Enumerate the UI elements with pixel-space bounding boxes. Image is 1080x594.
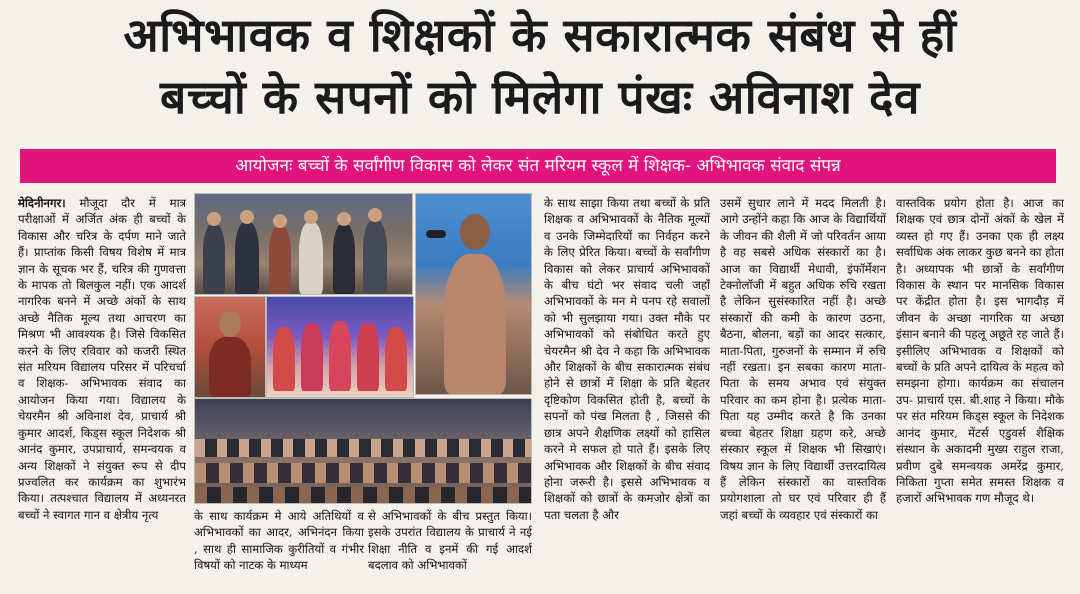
column-4-text: के साथ साझा किया तथा बच्चों के प्रति शिक्षक व अभिभावकों के नैतिक मूल्यों व उनके जिम्मेदारियों का निर्वहन करने के लिए प्रेरित किया। बच्चों के सर्वांगीण विकास को लेकर प्राचार्य अभिभावकों के बीच घंटो भर संवाद चली जहाँ अभिभावकों के मन मे पनप रहे सवालों को भी सुलझाया गया। उक्त मौके पर अभिभावकों को संबोधित करते हुए चेयरमैन श्री देव ने कहा कि अभिभावक और शिक्षकों के बीच सकारात्मक संबंध होने से छात्रों में शिक्षा के प्रति बेहतर दृष्टिकोण विकसित होती है, बच्चों के सपनों को पंख मिलता है , जिससे की छात्र अपने शैक्षणिक लक्ष्यों को हासिल करने मे सफल हो पाते हैं। इसके लिए अभिभावक और शिक्षकों के बीच संवाद होना जरूरी है। इससे अभिभावक व शिक्षकों को छात्रों के कमजोर क्षेत्रों का पता चलता है और <box>544 196 710 522</box>
column-1-text: मौजूदा दौर में मात्र परीक्षाओं में अर्जित अंक ही बच्चों के विकास और चरित्र के दर्पण माने जाते हैं। प्राप्तांक किसी विषय विशेष में मात्र ज्ञान के सूचक भर हैं, चरित्र की गुणवत्ता के मापक तो बिलकुल नहीं। एक आदर्श नागरिक बनने में अच्छे अंकों के साथ अच्छे नैतिक मूल्य तथा आचरण का मिश्रण भी आवश्यक है। जिसे विकसित करने के लिए रविवार को कजरी स्थित संत मरियम विद्यालय परिसर में परिचर्चा व शिक्षक- अभिभावक संवाद का आयोजन किया गया। विद्यालय के चेयरमैन श्री अविनाश देव, प्राचार्य श्री कुमार आदर्श, किड्स स्कूल निदेशक श्री आनंद कुमार, उपप्राचार्य, समन्वयक व अन्य शिक्षकों ने संयुक्त रूप से दीप प्रज्वलित कर कार्यक्रम का शुभारंभ किया। तत्पश्चात विद्यालय में अध्यनरत बच्चों ने स्वागत गान व क्षेत्रीय नृत्य <box>18 196 186 522</box>
article-column-4 <box>544 195 710 588</box>
dance-performance-photo <box>266 296 414 398</box>
headline <box>0 4 1080 128</box>
subheadline-band <box>20 149 1056 183</box>
headline-line-1: अभिभावक व शिक्षकों के सकारात्मक संबंध से हीं <box>123 8 957 62</box>
article-column-2 <box>194 508 364 588</box>
column-5-text: उसमें सुधार लाने में मदद मिलती है। आगे उन्होंने कहा कि आज के विद्यार्थियों के जीवन की शैली में जो परिवर्तन आया है वह सबसे अधिक संस्कारों का है। आज का विद्यार्थी मेधावी, इंफॉर्मेशन टेक्नोलॉजी में बहुत अधिक रुचि रखता है लेकिन सुसंस्कारित नहीं है। अच्छे संस्कारों की कमी के कारण उठना, बैठना, बोलना, बड़ों का आदर सत्कार, माता-पिता, गुरुजनों के सम्मान में रुचि नहीं रखता। इन सबका कारण माता-पिता के समय अभाव एवं संयुक्त परिवार का कम होना है। प्रत्येक माता- पिता यह उम्मीद करते है कि उनका बच्चा बेहतर शिक्षा ग्रहण करे, अच्छे संस्कार स्कूल में शिक्षक भी सिखाएं। विषय ज्ञान के लिए विद्यार्थी उत्तरदायित्व हैं लेकिन संस्कारों का वास्तविक प्रयोगशाला तो घर एवं परिवार ही हैं जहां बच्चों के व्यवहार एवं संस्कारों का <box>720 196 886 522</box>
article-column-3 <box>368 508 532 588</box>
headline-line-2: बच्चों के सपनों को मिलेगा पंखः अविनाश देव <box>160 70 920 124</box>
column-2-text: के साथ कार्यक्रम मे आये अतिथियों व अभिभावकों का आदर, अभिनंदन किया , साथ ही सामाजिक कुरीतियों व गंभीर विषयों को नाटक के माध्यम <box>194 509 364 573</box>
column-6-text: वास्तविक प्रयोग होता है। आज का शिक्षक एवं छात्र दोनों अंकों के खेल में व्यस्त हो गए हैं। उनका एक ही लक्ष्य सर्वाधिक अंक लाकर कुछ बनने का होता है। अध्यापक भी छात्रों के सर्वांगीण विकास के स्थान पर मानसिक विकास पर केंद्रीत होता है। इस भागदौड़ में जीवन के अच्छा नागरिक या अच्छा इंसान बनाने की पहलू अछूते रह जाते हैं। इसीलिए अभिभावक व शिक्षकों को बच्चों के प्रति अपने दायित्व के महत्व को समझना होगा। कार्यक्रम का संचालन उप- प्राचार्य एस. बी.शाह ने किया। मौके पर संत मरियम किड्स स्कूल के निदेशक आनंद कुमार, मेंटर्स एडुवर्स शैक्षिक संस्थान के अकादमी मुख्य राहुल राजा, प्रवीण दुबे समन्वयक अमरेंद्र कुमार, निकिता गुप्ता समेत समस्त शिक्षक व हजारों अभिभावक गण मौजूद थे। <box>896 196 1064 506</box>
column-3-text: से अभिभावकों के बीच प्रस्तुत किया। इसके उपरांत विद्यालय के प्राचार्य ने नई शिक्षा नीति व इनमें की गई आदर्श बदलाव को अभिभावकों <box>368 509 532 573</box>
audience-photo <box>194 398 532 504</box>
article-column-5 <box>720 195 886 588</box>
lamp-lighting-photo <box>194 193 413 295</box>
speaker-photo <box>415 193 532 395</box>
dateline: मेदिनीनगर। <box>18 196 66 210</box>
student-speaker-photo <box>194 296 266 398</box>
article-column-6 <box>896 195 1064 588</box>
subheadline-text: आयोजनः बच्चों के सर्वांगीण विकास को लेकर संत मरियम स्कूल में शिक्षक- अभिभावक संवाद संपन्न <box>235 156 841 176</box>
article-column-1 <box>18 195 186 585</box>
